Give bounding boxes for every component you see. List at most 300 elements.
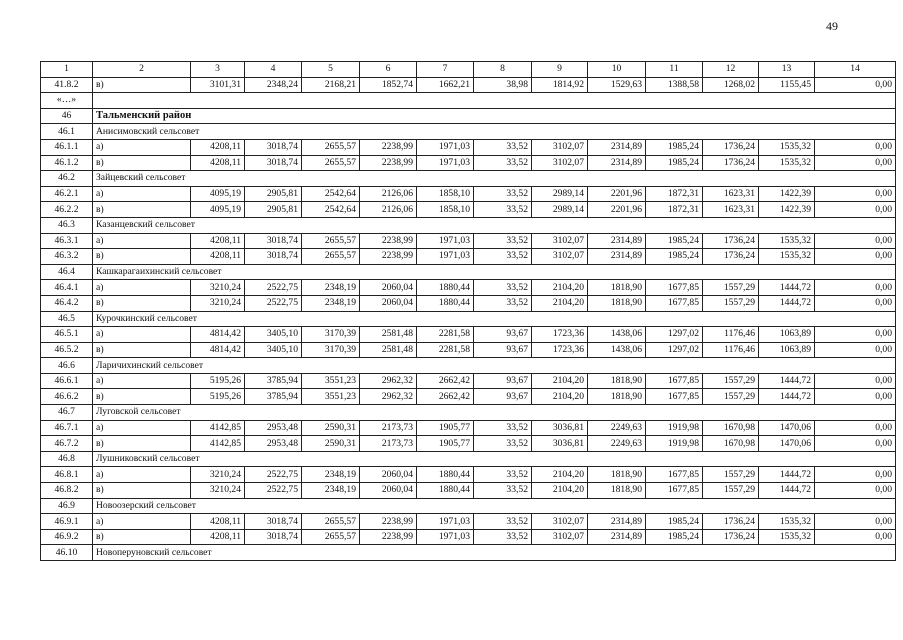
- value-cell: 2249,63: [588, 436, 646, 452]
- value-cell: 4208,11: [191, 529, 245, 545]
- tariff-table: [40, 61, 896, 561]
- value-cell: 1677,85: [646, 373, 703, 389]
- row-label: а): [93, 514, 191, 530]
- value-cell: 1422,39: [759, 186, 815, 202]
- value-cell: 3101,31: [191, 77, 245, 93]
- value-cell: 1872,31: [646, 202, 703, 218]
- row-code: 46.2.2: [41, 202, 93, 218]
- value-cell: 33,52: [474, 280, 532, 296]
- value-cell: 3785,94: [245, 389, 302, 405]
- column-header: 11: [646, 62, 703, 78]
- column-header: 9: [532, 62, 588, 78]
- value-cell: 2126,06: [360, 202, 417, 218]
- row-code: 46.8: [41, 451, 93, 467]
- column-header: 6: [360, 62, 417, 78]
- value-cell: 1557,29: [703, 467, 759, 483]
- value-cell: 2238,99: [360, 139, 417, 155]
- value-cell: 1677,85: [646, 295, 703, 311]
- row-label: в): [93, 155, 191, 171]
- value-cell: 0,00: [815, 295, 896, 311]
- value-cell: 3018,74: [245, 233, 302, 249]
- value-cell: 3018,74: [245, 155, 302, 171]
- value-cell: 1872,31: [646, 186, 703, 202]
- row-code: 46.8.2: [41, 483, 93, 499]
- value-cell: 2581,48: [360, 327, 417, 343]
- row-label: а): [93, 467, 191, 483]
- section-row: [41, 93, 896, 109]
- value-cell: 2281,58: [417, 327, 474, 343]
- value-cell: 2989,14: [532, 186, 588, 202]
- value-cell: 1880,44: [417, 483, 474, 499]
- value-cell: 33,52: [474, 155, 532, 171]
- row-label: в): [93, 249, 191, 265]
- value-cell: 0,00: [815, 389, 896, 405]
- value-cell: 1388,58: [646, 77, 703, 93]
- section-name: Курочкинский сельсовет: [93, 311, 896, 327]
- row-code: 46.7: [41, 405, 93, 421]
- value-cell: 33,52: [474, 436, 532, 452]
- value-cell: 0,00: [815, 280, 896, 296]
- value-cell: 1268,02: [703, 77, 759, 93]
- value-cell: 33,52: [474, 467, 532, 483]
- table-row: [41, 342, 896, 358]
- section-name: Зайцевский сельсовет: [93, 171, 896, 187]
- value-cell: 2662,42: [417, 389, 474, 405]
- value-cell: 2104,20: [532, 373, 588, 389]
- row-code: 46.9.2: [41, 529, 93, 545]
- value-cell: 1880,44: [417, 280, 474, 296]
- value-cell: 93,67: [474, 342, 532, 358]
- value-cell: 2168,21: [302, 77, 360, 93]
- value-cell: 1818,90: [588, 483, 646, 499]
- section-name: Луговской сельсовет: [93, 405, 896, 421]
- value-cell: 1535,32: [759, 529, 815, 545]
- row-code: 46.3: [41, 217, 93, 233]
- value-cell: 1444,72: [759, 483, 815, 499]
- row-label: а): [93, 373, 191, 389]
- value-cell: 2348,19: [302, 483, 360, 499]
- section-row: [41, 264, 896, 280]
- value-cell: 3210,24: [191, 483, 245, 499]
- value-cell: 1818,90: [588, 280, 646, 296]
- value-cell: 1985,24: [646, 529, 703, 545]
- value-cell: 3210,24: [191, 295, 245, 311]
- value-cell: 1985,24: [646, 249, 703, 265]
- value-cell: 1444,72: [759, 373, 815, 389]
- section-row: [41, 498, 896, 514]
- value-cell: 2238,99: [360, 249, 417, 265]
- column-header-row: [41, 62, 896, 78]
- row-label: в): [93, 389, 191, 405]
- value-cell: 2314,89: [588, 514, 646, 530]
- value-cell: 4814,42: [191, 342, 245, 358]
- value-cell: 1557,29: [703, 483, 759, 499]
- column-header: 5: [302, 62, 360, 78]
- section-name: Новоозерский сельсовет: [93, 498, 896, 514]
- value-cell: 2962,32: [360, 389, 417, 405]
- value-cell: 2522,75: [245, 280, 302, 296]
- value-cell: 1905,77: [417, 436, 474, 452]
- value-cell: 2542,64: [302, 186, 360, 202]
- value-cell: 2655,57: [302, 529, 360, 545]
- value-cell: 2238,99: [360, 514, 417, 530]
- value-cell: 3036,81: [532, 420, 588, 436]
- row-label: а): [93, 233, 191, 249]
- row-label: а): [93, 420, 191, 436]
- section-name: Лушниковский сельсовет: [93, 451, 896, 467]
- value-cell: 3102,07: [532, 529, 588, 545]
- value-cell: 1971,03: [417, 249, 474, 265]
- value-cell: 3170,39: [302, 327, 360, 343]
- value-cell: 0,00: [815, 529, 896, 545]
- section-row: [41, 405, 896, 421]
- value-cell: 1535,32: [759, 233, 815, 249]
- section-row: [41, 124, 896, 140]
- value-cell: 33,52: [474, 249, 532, 265]
- value-cell: 1919,98: [646, 420, 703, 436]
- value-cell: 33,52: [474, 514, 532, 530]
- value-cell: 1470,06: [759, 420, 815, 436]
- value-cell: 3102,07: [532, 155, 588, 171]
- row-code: 46.5.1: [41, 327, 93, 343]
- value-cell: 2314,89: [588, 139, 646, 155]
- value-cell: 4208,11: [191, 233, 245, 249]
- value-cell: 0,00: [815, 436, 896, 452]
- column-header: 14: [815, 62, 896, 78]
- row-label: в): [93, 529, 191, 545]
- row-label: а): [93, 186, 191, 202]
- row-code: 41.8.2: [41, 77, 93, 93]
- table-body: [41, 62, 896, 561]
- value-cell: 0,00: [815, 139, 896, 155]
- table-row: [41, 139, 896, 155]
- value-cell: 1818,90: [588, 389, 646, 405]
- value-cell: 4208,11: [191, 139, 245, 155]
- value-cell: 1971,03: [417, 139, 474, 155]
- value-cell: 2905,81: [245, 202, 302, 218]
- value-cell: 0,00: [815, 155, 896, 171]
- value-cell: 2590,31: [302, 420, 360, 436]
- value-cell: 2542,64: [302, 202, 360, 218]
- row-code: 46.2: [41, 171, 93, 187]
- value-cell: 1985,24: [646, 139, 703, 155]
- page-number: 49: [826, 19, 838, 33]
- value-cell: 2173,73: [360, 420, 417, 436]
- value-cell: 1880,44: [417, 295, 474, 311]
- row-label: а): [93, 327, 191, 343]
- value-cell: 3018,74: [245, 249, 302, 265]
- section-row: [41, 217, 896, 233]
- value-cell: 2953,48: [245, 436, 302, 452]
- value-cell: 2905,81: [245, 186, 302, 202]
- value-cell: 1535,32: [759, 139, 815, 155]
- value-cell: 1155,45: [759, 77, 815, 93]
- value-cell: 4095,19: [191, 186, 245, 202]
- value-cell: 1557,29: [703, 389, 759, 405]
- value-cell: 3551,23: [302, 373, 360, 389]
- column-header: 4: [245, 62, 302, 78]
- value-cell: 2314,89: [588, 529, 646, 545]
- column-header: 10: [588, 62, 646, 78]
- value-cell: 1880,44: [417, 467, 474, 483]
- section-name: Тальменский район: [93, 108, 896, 124]
- value-cell: 33,52: [474, 186, 532, 202]
- value-cell: 4208,11: [191, 514, 245, 530]
- value-cell: 2060,04: [360, 280, 417, 296]
- value-cell: 1438,06: [588, 342, 646, 358]
- value-cell: 1818,90: [588, 467, 646, 483]
- value-cell: 33,52: [474, 420, 532, 436]
- value-cell: 4208,11: [191, 155, 245, 171]
- row-label: в): [93, 295, 191, 311]
- value-cell: 1677,85: [646, 467, 703, 483]
- value-cell: 1818,90: [588, 295, 646, 311]
- value-cell: 1814,92: [532, 77, 588, 93]
- value-cell: 2655,57: [302, 139, 360, 155]
- value-cell: 3036,81: [532, 436, 588, 452]
- value-cell: 3102,07: [532, 249, 588, 265]
- value-cell: 2348,19: [302, 467, 360, 483]
- row-code: 46.9.1: [41, 514, 93, 530]
- table-row: [41, 436, 896, 452]
- row-code: 46.4.2: [41, 295, 93, 311]
- section-name: [93, 93, 896, 109]
- row-label: в): [93, 202, 191, 218]
- table-row: [41, 249, 896, 265]
- row-code: 46.3.2: [41, 249, 93, 265]
- value-cell: 1670,98: [703, 436, 759, 452]
- value-cell: 4142,85: [191, 420, 245, 436]
- value-cell: 2522,75: [245, 295, 302, 311]
- value-cell: 2655,57: [302, 249, 360, 265]
- value-cell: 33,52: [474, 529, 532, 545]
- value-cell: 1063,89: [759, 327, 815, 343]
- section-name: Казанцевский сельсовет: [93, 217, 896, 233]
- table-row: [41, 483, 896, 499]
- value-cell: 2522,75: [245, 467, 302, 483]
- row-label: в): [93, 436, 191, 452]
- value-cell: 3405,10: [245, 327, 302, 343]
- table-row: [41, 389, 896, 405]
- row-code: 46.6: [41, 358, 93, 374]
- row-code: 46.6.2: [41, 389, 93, 405]
- value-cell: 2060,04: [360, 483, 417, 499]
- value-cell: 5195,26: [191, 373, 245, 389]
- value-cell: 33,52: [474, 202, 532, 218]
- value-cell: 2581,48: [360, 342, 417, 358]
- value-cell: 3102,07: [532, 514, 588, 530]
- column-header: 1: [41, 62, 93, 78]
- value-cell: 2249,63: [588, 420, 646, 436]
- value-cell: 5195,26: [191, 389, 245, 405]
- row-code: 46.7.2: [41, 436, 93, 452]
- value-cell: 2060,04: [360, 467, 417, 483]
- table-row: [41, 280, 896, 296]
- value-cell: 2126,06: [360, 186, 417, 202]
- value-cell: 1670,98: [703, 420, 759, 436]
- value-cell: 1444,72: [759, 389, 815, 405]
- value-cell: 1422,39: [759, 202, 815, 218]
- section-row: [41, 171, 896, 187]
- value-cell: 1723,36: [532, 342, 588, 358]
- table-row: [41, 467, 896, 483]
- value-cell: 1736,24: [703, 139, 759, 155]
- value-cell: 1985,24: [646, 155, 703, 171]
- value-cell: 2281,58: [417, 342, 474, 358]
- table-row: [41, 529, 896, 545]
- section-row: [41, 545, 896, 561]
- value-cell: 3785,94: [245, 373, 302, 389]
- value-cell: 1557,29: [703, 280, 759, 296]
- table-row: [41, 514, 896, 530]
- column-header: 2: [93, 62, 191, 78]
- value-cell: 1444,72: [759, 280, 815, 296]
- row-label: в): [93, 342, 191, 358]
- value-cell: 2314,89: [588, 249, 646, 265]
- value-cell: 1557,29: [703, 373, 759, 389]
- value-cell: 1818,90: [588, 373, 646, 389]
- value-cell: 1063,89: [759, 342, 815, 358]
- value-cell: 1919,98: [646, 436, 703, 452]
- value-cell: 1736,24: [703, 514, 759, 530]
- value-cell: 1623,31: [703, 186, 759, 202]
- value-cell: 3210,24: [191, 280, 245, 296]
- value-cell: 4814,42: [191, 327, 245, 343]
- value-cell: 2348,24: [245, 77, 302, 93]
- row-code: 46.10: [41, 545, 93, 561]
- value-cell: 93,67: [474, 373, 532, 389]
- row-code: 46.1.2: [41, 155, 93, 171]
- value-cell: 2655,57: [302, 155, 360, 171]
- value-cell: 0,00: [815, 420, 896, 436]
- table-row: [41, 155, 896, 171]
- value-cell: 1858,10: [417, 202, 474, 218]
- value-cell: 1535,32: [759, 514, 815, 530]
- value-cell: 33,52: [474, 295, 532, 311]
- value-cell: 2201,96: [588, 202, 646, 218]
- row-code: 46.5.2: [41, 342, 93, 358]
- value-cell: 1858,10: [417, 186, 474, 202]
- value-cell: 2590,31: [302, 436, 360, 452]
- row-code: 46: [41, 108, 93, 124]
- value-cell: 1985,24: [646, 233, 703, 249]
- value-cell: 3018,74: [245, 139, 302, 155]
- table-row: [41, 202, 896, 218]
- value-cell: 2104,20: [532, 295, 588, 311]
- value-cell: 1971,03: [417, 155, 474, 171]
- row-label: в): [93, 77, 191, 93]
- value-cell: 2173,73: [360, 436, 417, 452]
- value-cell: 2238,99: [360, 529, 417, 545]
- value-cell: 3102,07: [532, 139, 588, 155]
- value-cell: 2962,32: [360, 373, 417, 389]
- value-cell: 0,00: [815, 233, 896, 249]
- row-code: 46.6.1: [41, 373, 93, 389]
- value-cell: 3018,74: [245, 529, 302, 545]
- value-cell: 33,52: [474, 233, 532, 249]
- value-cell: 1677,85: [646, 389, 703, 405]
- value-cell: 2238,99: [360, 233, 417, 249]
- row-code: 46.1.1: [41, 139, 93, 155]
- value-cell: 3210,24: [191, 467, 245, 483]
- value-cell: 1297,02: [646, 327, 703, 343]
- value-cell: 3405,10: [245, 342, 302, 358]
- table-row: [41, 373, 896, 389]
- value-cell: 1662,21: [417, 77, 474, 93]
- value-cell: 2662,42: [417, 373, 474, 389]
- value-cell: 1297,02: [646, 342, 703, 358]
- row-code: 46.8.1: [41, 467, 93, 483]
- value-cell: 2655,57: [302, 514, 360, 530]
- value-cell: 2104,20: [532, 467, 588, 483]
- section-name: Кашкарагаихинский сельсовет: [93, 264, 896, 280]
- value-cell: 2104,20: [532, 389, 588, 405]
- value-cell: 0,00: [815, 77, 896, 93]
- value-cell: 0,00: [815, 373, 896, 389]
- value-cell: 93,67: [474, 327, 532, 343]
- value-cell: 1736,24: [703, 249, 759, 265]
- value-cell: 2989,14: [532, 202, 588, 218]
- value-cell: 1677,85: [646, 483, 703, 499]
- value-cell: 93,67: [474, 389, 532, 405]
- value-cell: 1971,03: [417, 233, 474, 249]
- value-cell: 1971,03: [417, 529, 474, 545]
- row-code: 46.4.1: [41, 280, 93, 296]
- section-name: Ларичихинский сельсовет: [93, 358, 896, 374]
- column-header: 8: [474, 62, 532, 78]
- value-cell: 1176,46: [703, 342, 759, 358]
- row-code: 46.3.1: [41, 233, 93, 249]
- value-cell: 2348,19: [302, 280, 360, 296]
- value-cell: 2348,19: [302, 295, 360, 311]
- table-row: [41, 233, 896, 249]
- value-cell: 0,00: [815, 202, 896, 218]
- value-cell: 0,00: [815, 514, 896, 530]
- table-row: [41, 327, 896, 343]
- value-cell: 2060,04: [360, 295, 417, 311]
- value-cell: 4095,19: [191, 202, 245, 218]
- value-cell: 1736,24: [703, 155, 759, 171]
- value-cell: 4208,11: [191, 249, 245, 265]
- row-code: 46.7.1: [41, 420, 93, 436]
- value-cell: 2953,48: [245, 420, 302, 436]
- value-cell: 1438,06: [588, 327, 646, 343]
- value-cell: 1723,36: [532, 327, 588, 343]
- value-cell: 1176,46: [703, 327, 759, 343]
- value-cell: 1470,06: [759, 436, 815, 452]
- section-row: [41, 358, 896, 374]
- value-cell: 33,52: [474, 483, 532, 499]
- row-code: 46.5: [41, 311, 93, 327]
- value-cell: 0,00: [815, 467, 896, 483]
- value-cell: 4142,85: [191, 436, 245, 452]
- value-cell: 1736,24: [703, 529, 759, 545]
- value-cell: 1623,31: [703, 202, 759, 218]
- row-code: 46.1: [41, 124, 93, 140]
- column-header: 13: [759, 62, 815, 78]
- table-row: [41, 420, 896, 436]
- value-cell: 0,00: [815, 249, 896, 265]
- value-cell: 2104,20: [532, 483, 588, 499]
- column-header: 7: [417, 62, 474, 78]
- value-cell: 1535,32: [759, 249, 815, 265]
- table-row: [41, 186, 896, 202]
- row-code: 46.4: [41, 264, 93, 280]
- table-row: [41, 295, 896, 311]
- value-cell: 1736,24: [703, 233, 759, 249]
- value-cell: 1852,74: [360, 77, 417, 93]
- value-cell: 2522,75: [245, 483, 302, 499]
